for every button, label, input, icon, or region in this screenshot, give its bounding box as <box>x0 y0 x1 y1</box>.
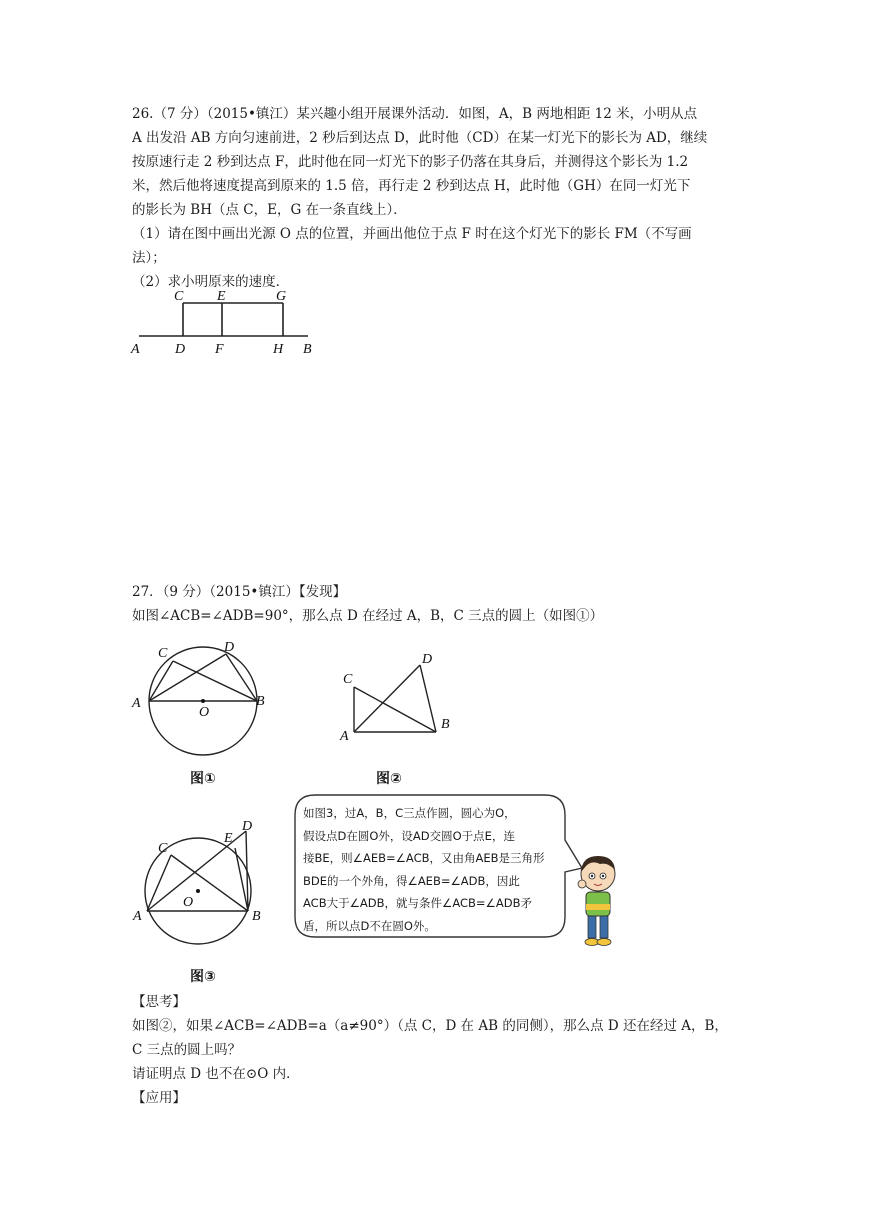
label-B: B <box>256 694 265 709</box>
segment-DB <box>420 665 436 732</box>
segment-DB <box>246 831 248 911</box>
label-E: E <box>217 289 226 304</box>
q26-text <box>132 102 744 294</box>
label-B: B <box>252 909 261 924</box>
segment-AC <box>147 855 171 911</box>
think-line-4: 请证明点 D 也不在⊙O 内． <box>132 1066 300 1082</box>
label-E: E <box>224 831 233 846</box>
label-D: D <box>242 819 253 834</box>
cartoon-boy-illustration <box>572 852 624 952</box>
label-A: A <box>131 342 140 357</box>
label-H: H <box>273 342 284 357</box>
q26-line-8: （2）求小明原来的速度． <box>132 274 290 290</box>
q27-text <box>132 580 744 628</box>
label-D: D <box>422 652 433 667</box>
label-G: G <box>276 289 287 304</box>
think-line-3: C 三点的圆上吗？ <box>132 1042 242 1058</box>
q26-line-3: 按原速行走 2 秒到达点 F，此时他在同一灯光下的影子仍落在其身后，并测得这个影长为 1.2 <box>132 154 689 170</box>
label-D: D <box>224 640 235 655</box>
bubble-text <box>303 802 573 937</box>
segment-CB <box>354 687 436 732</box>
bubble-line-6: 盾，所以点D不在圆O外。 <box>303 918 436 933</box>
label-F: F <box>215 342 224 357</box>
label-A: A <box>133 909 142 924</box>
think-line-1: 【思考】 <box>132 994 186 1010</box>
center-point-O <box>196 889 200 893</box>
label-C: C <box>158 646 168 661</box>
q26-figure <box>125 283 325 363</box>
center-point-O <box>201 699 205 703</box>
q26-line-5: 的影长为 BH（点 C，E，G 在一条直线上）． <box>132 202 407 218</box>
label-C: C <box>174 289 184 304</box>
label-A: A <box>132 696 141 711</box>
label-C: C <box>158 841 168 856</box>
label-O: O <box>199 705 210 720</box>
label-A: A <box>340 729 349 744</box>
label-B: B <box>441 717 450 732</box>
q26-line-4: 米，然后他将速度提高到原来的 1.5 倍，再行走 2 秒到达点 H，此时他（GH）在同一灯光下 <box>132 178 691 194</box>
think-line-2: 如图②，如果∠ACB=∠ADB=a（a≠90°）（点 C，D 在 AB 的同侧），那么点 D 还在经过 A，B， <box>132 1018 728 1034</box>
bubble-line-4: BDE的一个外角，得∠AEB=∠ADB，因此 <box>303 873 520 888</box>
figure-2 <box>338 645 468 745</box>
think-line-5: 【应用】 <box>132 1090 186 1106</box>
bubble-line-1: 如图3，过A，B，C三点作圆，圆心为O， <box>303 806 516 820</box>
bubble-line-5: ACB大于∠ADB，就与条件∠ACB=∠ADB矛 <box>303 896 532 910</box>
segment-AD <box>149 654 226 701</box>
bubble-line-3: 接BE，则∠AEB=∠ACB，又由角AEB是三角形 <box>303 851 545 865</box>
label-D: D <box>175 342 186 357</box>
label-C: C <box>343 672 353 687</box>
figure-3 <box>128 812 278 962</box>
q26-line-2: A 出发沿 AB 方向匀速前进，2 秒后到达点 D，此时他（CD）在某一灯光下的影长为 AD，继续 <box>132 130 708 146</box>
figure-3-caption: 图③ <box>190 969 216 985</box>
segment-AD <box>354 665 420 732</box>
q27-line-1: 27．（9 分）（2015•镇江）【发现】 <box>132 584 347 600</box>
q26-line-1: 26.（7 分）（2015•镇江）某兴趣小组开展课外活动．如图，A，B 两地相距 12 米，小明从点 <box>132 106 698 122</box>
q26-line-6: （1）请在图中画出光源 O 点的位置，并画出他位于点 F 时在这个灯光下的影长 FM（不写画 <box>132 226 692 242</box>
bubble-line-2: 假设点D在圆O外，设AD交圆O于点E，连 <box>303 828 515 843</box>
label-B: B <box>303 342 312 357</box>
label-O: O <box>183 895 194 910</box>
q26-line-7: 法）； <box>132 250 166 266</box>
q27-think-text <box>132 990 744 1110</box>
figure-1 <box>128 635 278 765</box>
figure-1-caption: 图① <box>190 771 216 787</box>
q27-line-2: 如图∠ACB=∠ADB=90°，那么点 D 在经过 A，B，C 三点的圆上（如图①） <box>132 608 604 624</box>
figure-2-caption: 图② <box>376 771 402 787</box>
